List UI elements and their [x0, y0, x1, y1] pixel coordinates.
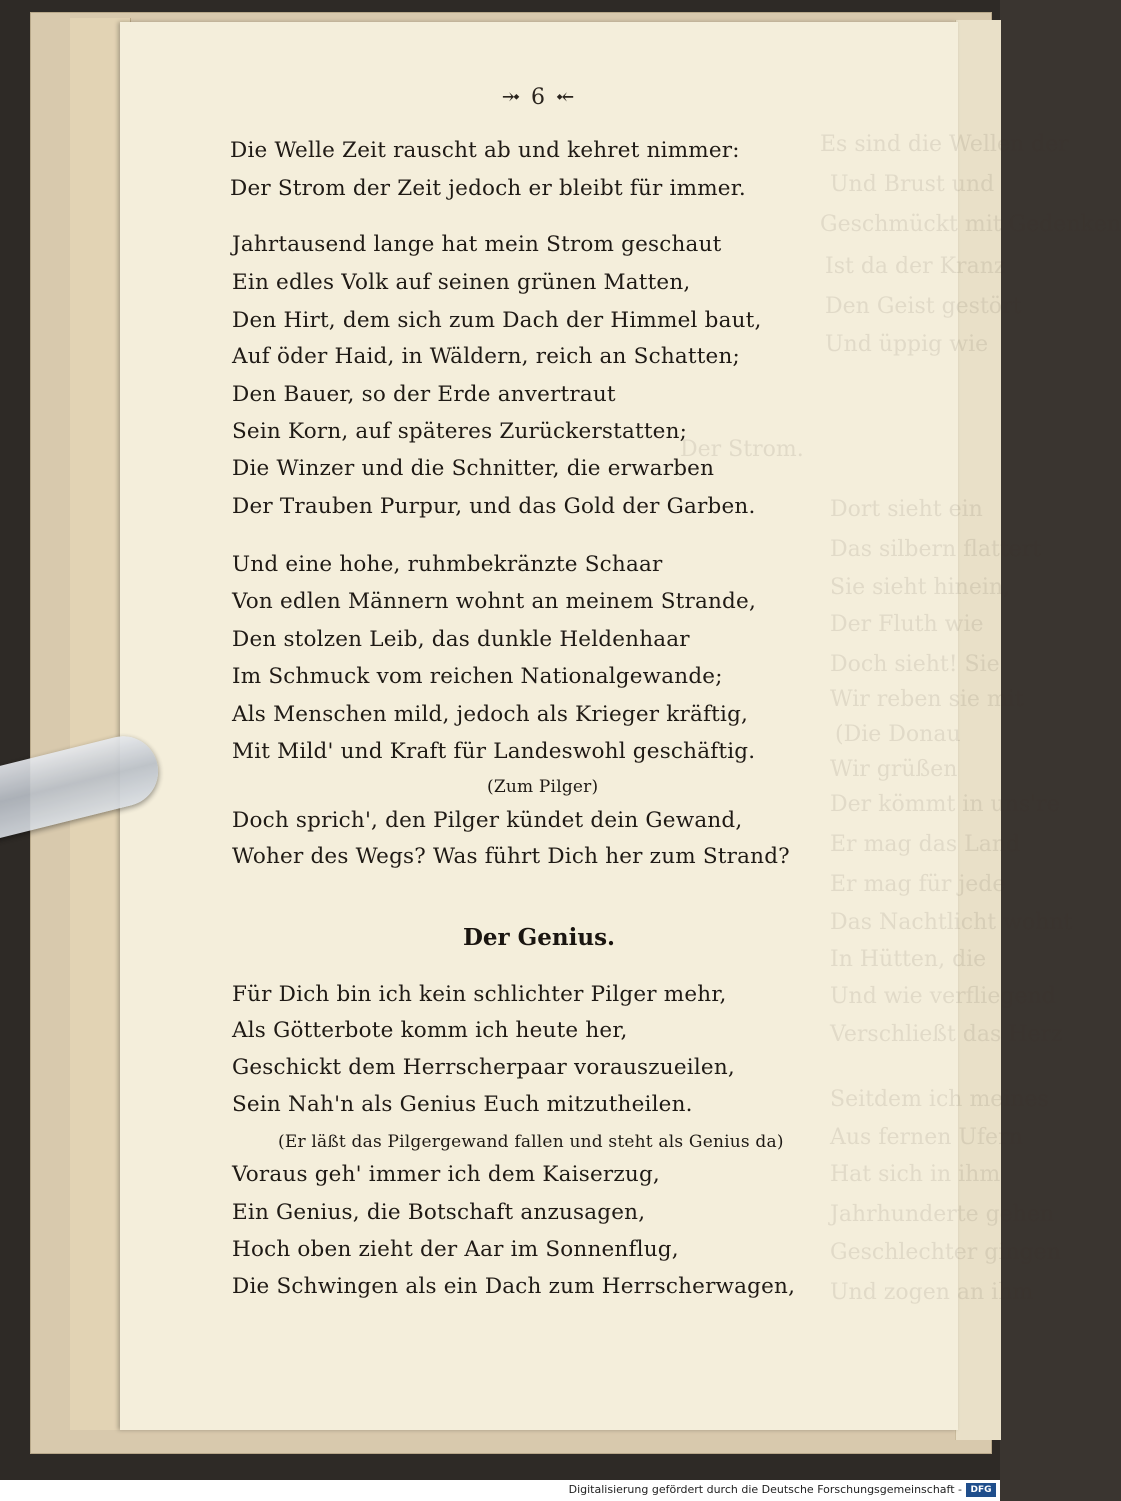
verse-line: Sein Nah'n als Genius Euch mitzutheilen.	[232, 1092, 693, 1117]
verse-line: Als Götterbote komm ich heute her,	[232, 1018, 628, 1043]
verse-line: Mit Mild' und Kraft für Landeswohl geschäftig.	[232, 739, 756, 764]
verse-line: Woher des Wegs? Was führt Dich her zum Strand?	[232, 844, 790, 869]
verse-line: Im Schmuck vom reichen Nationalgewande;	[232, 664, 723, 689]
page-number-value: 6	[531, 85, 547, 110]
verse-line: Und eine hohe, ruhmbekränzte Schaar	[232, 552, 663, 577]
page-number	[120, 85, 958, 110]
verse-line: Auf öder Haid, in Wäldern, reich an Schatten;	[232, 344, 740, 369]
verse-line: Voraus geh' immer ich dem Kaiserzug,	[232, 1162, 660, 1187]
verse-line: Den Hirt, dem sich zum Dach der Himmel baut,	[232, 308, 762, 333]
verse-line: Geschickt dem Herrscherpaar vorauszueilen,	[232, 1055, 735, 1080]
verse-line: Für Dich bin ich kein schlichter Pilger mehr,	[232, 982, 727, 1007]
book-page	[120, 22, 1121, 1430]
verse-line: Die Winzer und die Schnitter, die erwarben	[232, 456, 715, 481]
verse-line: Sein Korn, auf späteres Zurückerstatten;	[232, 419, 688, 444]
verse-line: Hoch oben zieht der Aar im Sonnenflug,	[232, 1237, 679, 1262]
verse-line: Ein Genius, die Botschaft anzusagen,	[232, 1200, 646, 1225]
verse-line: Jahrtausend lange hat mein Strom geschaut	[232, 232, 722, 257]
ornament-left-icon: ⤞	[501, 85, 531, 110]
verse-line: Ein edles Volk auf seinen grünen Matten,	[232, 270, 691, 295]
speaker-heading: Der Genius.	[462, 924, 616, 951]
verse-line: Von edlen Männern wohnt an meinem Strande,	[232, 589, 756, 614]
footer-bar	[0, 1480, 1000, 1501]
dfg-logo-icon: DFG	[966, 1483, 996, 1497]
verse-line: Doch sprich', den Pilger kündet dein Gewand,	[232, 808, 743, 833]
stage-direction: (Er läßt das Pilgergewand fallen und steht als Genius da)	[278, 1132, 784, 1152]
footer-credit: Digitalisierung gefördert durch die Deutsche Forschungsgemeinschaft -	[568, 1483, 962, 1496]
show-through-text: Es sind die Wellen der Und Brust und Geschmückt mit Gedenken Ist da der Kranz Den Geist gestört Und üppig wie Der Strom. Dort sieht ein Das silbern flattert Sie sieht hinein, Der Fluth wie Doch sieht! Sie Wir reben sie mit (Die Donau Wir grüßen Der kömmt in uns're Er mag das Land Er mag für jede Das Nachtlicht wohnt In Hütten, die Und wie verfliegend Verschließt das Herz Seitdem ich meines Aus fernen Ufern Hat sich in ihm Jahrhunderte gehen Geschlechter gingen Und zogen an ihm	[680, 132, 1121, 1305]
verse-line: Der Trauben Purpur, und das Gold der Garben.	[232, 494, 756, 519]
verse-line: Den Bauer, so der Erde anvertraut	[232, 382, 616, 407]
verse-line: Die Welle Zeit rauscht ab und kehret nimmer:	[230, 138, 740, 163]
verse-line: Als Menschen mild, jedoch als Krieger kräftig,	[232, 702, 749, 727]
verse-line: Der Strom der Zeit jedoch er bleibt für immer.	[230, 176, 746, 201]
stage-direction: (Zum Pilger)	[487, 777, 599, 797]
ornament-right-icon: ⤝	[547, 85, 577, 110]
verse-line: Die Schwingen als ein Dach zum Herrscherwagen,	[232, 1274, 796, 1299]
verse-line: Den stolzen Leib, das dunkle Heldenhaar	[232, 627, 690, 652]
